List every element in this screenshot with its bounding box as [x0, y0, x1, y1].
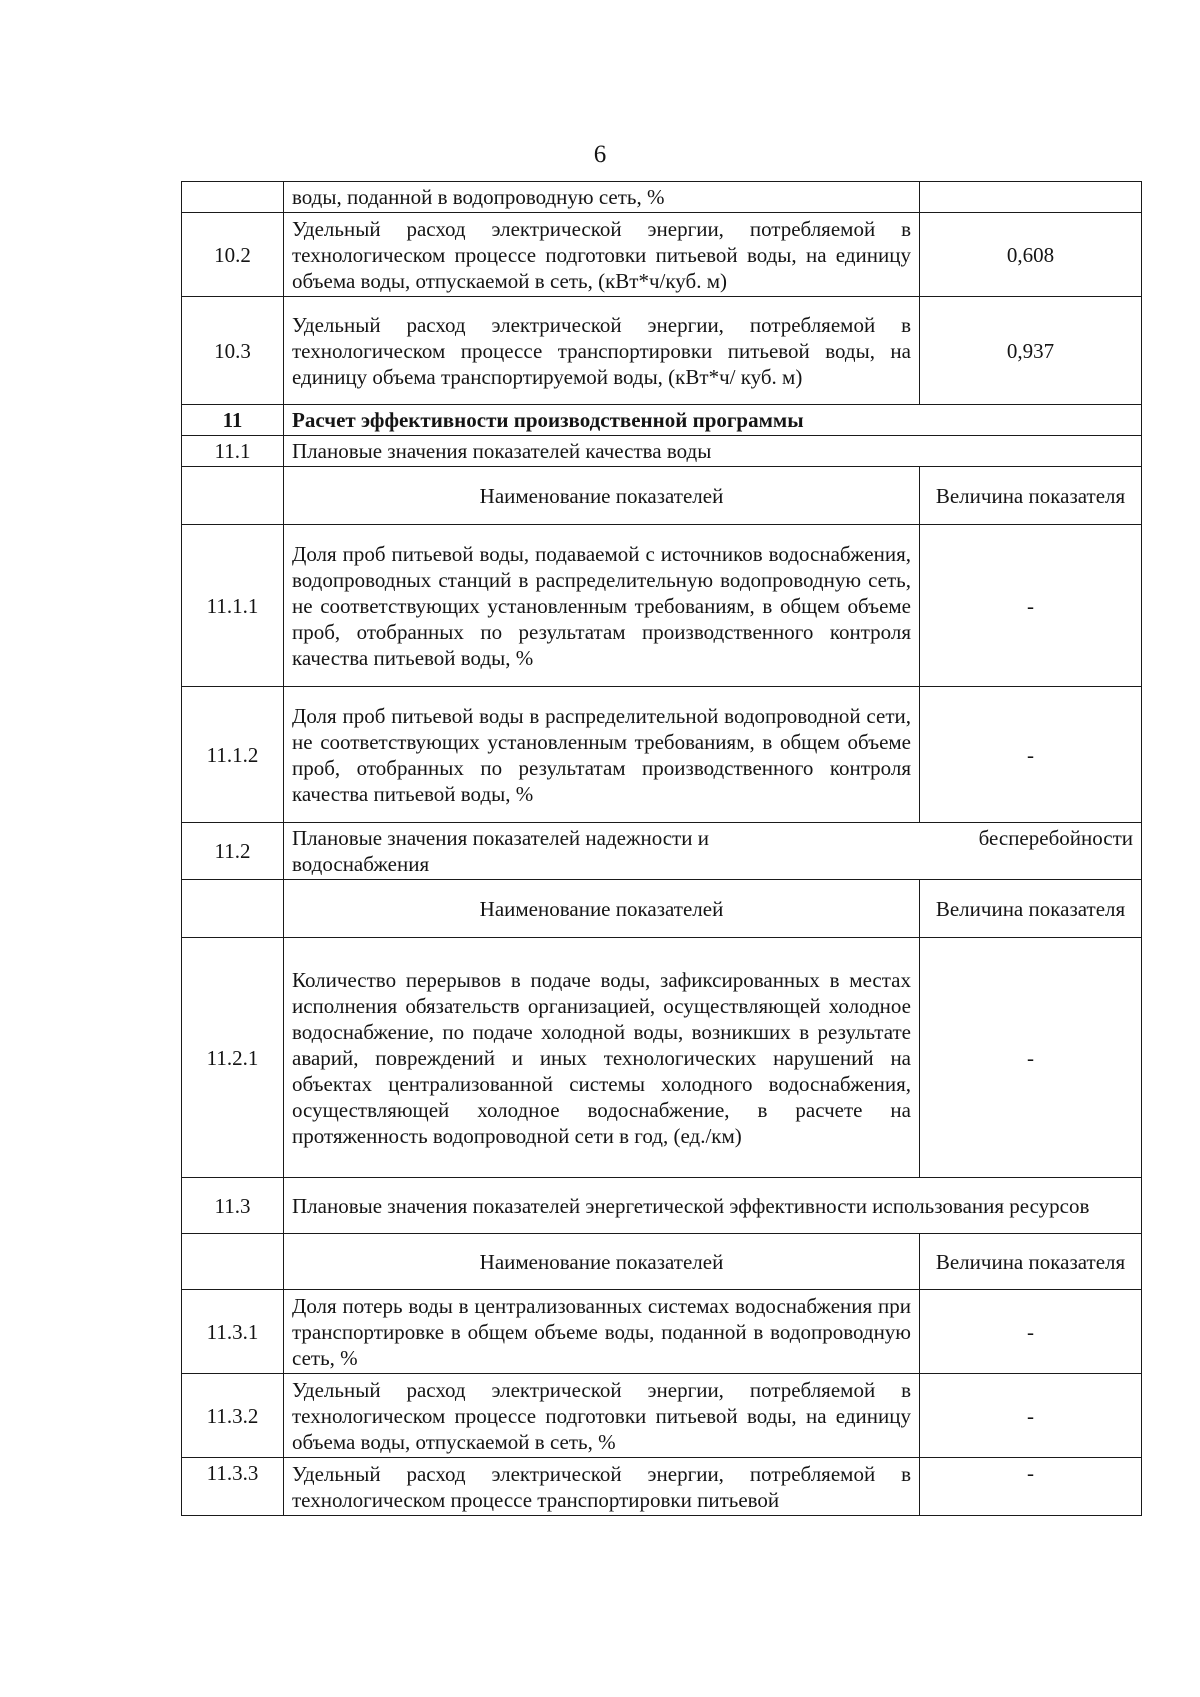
row-value: - [920, 687, 1142, 823]
row-value: - [920, 525, 1142, 687]
name-column-header: Наименование показателей [284, 1234, 920, 1290]
row-value: - [920, 1458, 1142, 1516]
subsection-number: 11.1 [182, 436, 284, 467]
name-column-header: Наименование показателей [284, 467, 920, 525]
row-number: 11.1.2 [182, 687, 284, 823]
subsection-title [284, 823, 1142, 880]
row-number: 11.1.1 [182, 525, 284, 687]
page-number: 6 [593, 141, 607, 168]
row-number: 11.3.1 [182, 1290, 284, 1374]
subsection-title: Плановые значения показателей качества воды [284, 436, 1142, 467]
table-row [182, 938, 1142, 1178]
row-text: Доля проб питьевой воды, подаваемой с источников водоснабжения, водопроводных станций в распределительную водопроводную сеть, не соответствующих установленным требованиям, в общем объеме проб, отобранных по результатам производственного контроля качества питьевой воды, % [284, 525, 920, 687]
header-empty-cell [182, 880, 284, 938]
row-number: 10.3 [182, 297, 284, 405]
row-text: Удельный расход электрической энергии, потребляемой в технологическом процессе транспортировки питьевой воды, на единицу объема транспортируемой воды, (кВт*ч/ куб. м) [284, 297, 920, 405]
subsection-row [182, 823, 1142, 880]
value-column-header: Величина показателя [920, 880, 1142, 938]
indicators-table [181, 181, 1142, 1516]
header-row [182, 467, 1142, 525]
header-empty-cell [182, 1234, 284, 1290]
row-text: Доля проб питьевой воды в распределительной водопроводной сети, не соответствующих установленным требованиям, в общем объеме проб, отобранных по результатам производственного контроля качества питьевой воды, % [284, 687, 920, 823]
row-value: - [920, 938, 1142, 1178]
table-row [182, 1290, 1142, 1374]
row-number: 11.3.2 [182, 1374, 284, 1458]
subsection-title-left: Плановые значения показателей надежности и [292, 826, 709, 850]
row-value: 0,608 [920, 213, 1142, 297]
row-text: Количество перерывов в подаче воды, зафиксированных в местах исполнения обязательств организацией, осуществляющей холодное водоснабжение, по подаче холодной воды, возникших в результате аварий, повреждений и иных технологических нарушений на объектах централизованной системы холодного водоснабжения, осуществляющей холодное водоснабжение, в расчете на протяженность водопроводной сети в год, (ед./км) [284, 938, 920, 1178]
subsection-title-continuation: водоснабжения [292, 852, 430, 876]
table-row [182, 297, 1142, 405]
header-row [182, 1234, 1142, 1290]
row-text: воды, поданной в водопроводную сеть, % [284, 182, 920, 213]
subsection-title: Плановые значения показателей энергетической эффективности использования ресурсов [284, 1178, 1142, 1234]
table-row [182, 687, 1142, 823]
table-row [182, 1374, 1142, 1458]
row-number: 10.2 [182, 213, 284, 297]
name-column-header: Наименование показателей [284, 880, 920, 938]
row-number [182, 182, 284, 213]
row-number: 11.2.1 [182, 938, 284, 1178]
row-text: Удельный расход электрической энергии, потребляемой в технологическом процессе подготовки питьевой воды, на единицу объема воды, отпускаемой в сеть, (кВт*ч/куб. м) [284, 213, 920, 297]
row-value: 0,937 [920, 297, 1142, 405]
subsection-row [182, 1178, 1142, 1234]
row-text: Удельный расход электрической энергии, потребляемой в технологическом процессе транспортировки питьевой [284, 1458, 920, 1516]
section-title: Расчет эффективности производственной программы [284, 405, 1142, 436]
row-text: Удельный расход электрической энергии, потребляемой в технологическом процессе подготовки питьевой воды, на единицу объема воды, отпускаемой в сеть, % [284, 1374, 920, 1458]
section-number: 11 [182, 405, 284, 436]
table-row [182, 182, 1142, 213]
table-row [182, 525, 1142, 687]
subsection-number: 11.3 [182, 1178, 284, 1234]
header-row [182, 880, 1142, 938]
value-column-header: Величина показателя [920, 467, 1142, 525]
row-text: Доля потерь воды в централизованных системах водоснабжения при транспортировке в общем объеме воды, поданной в водопроводную сеть, % [284, 1290, 920, 1374]
value-column-header: Величина показателя [920, 1234, 1142, 1290]
row-value [920, 182, 1142, 213]
table-row [182, 1458, 1142, 1516]
subsection-title-right: бесперебойности [978, 826, 1133, 850]
table-row [182, 213, 1142, 297]
header-empty-cell [182, 467, 284, 525]
row-value: - [920, 1374, 1142, 1458]
row-value: - [920, 1290, 1142, 1374]
subsection-number: 11.2 [182, 823, 284, 880]
section-row [182, 405, 1142, 436]
subsection-row [182, 436, 1142, 467]
row-number: 11.3.3 [182, 1458, 284, 1516]
